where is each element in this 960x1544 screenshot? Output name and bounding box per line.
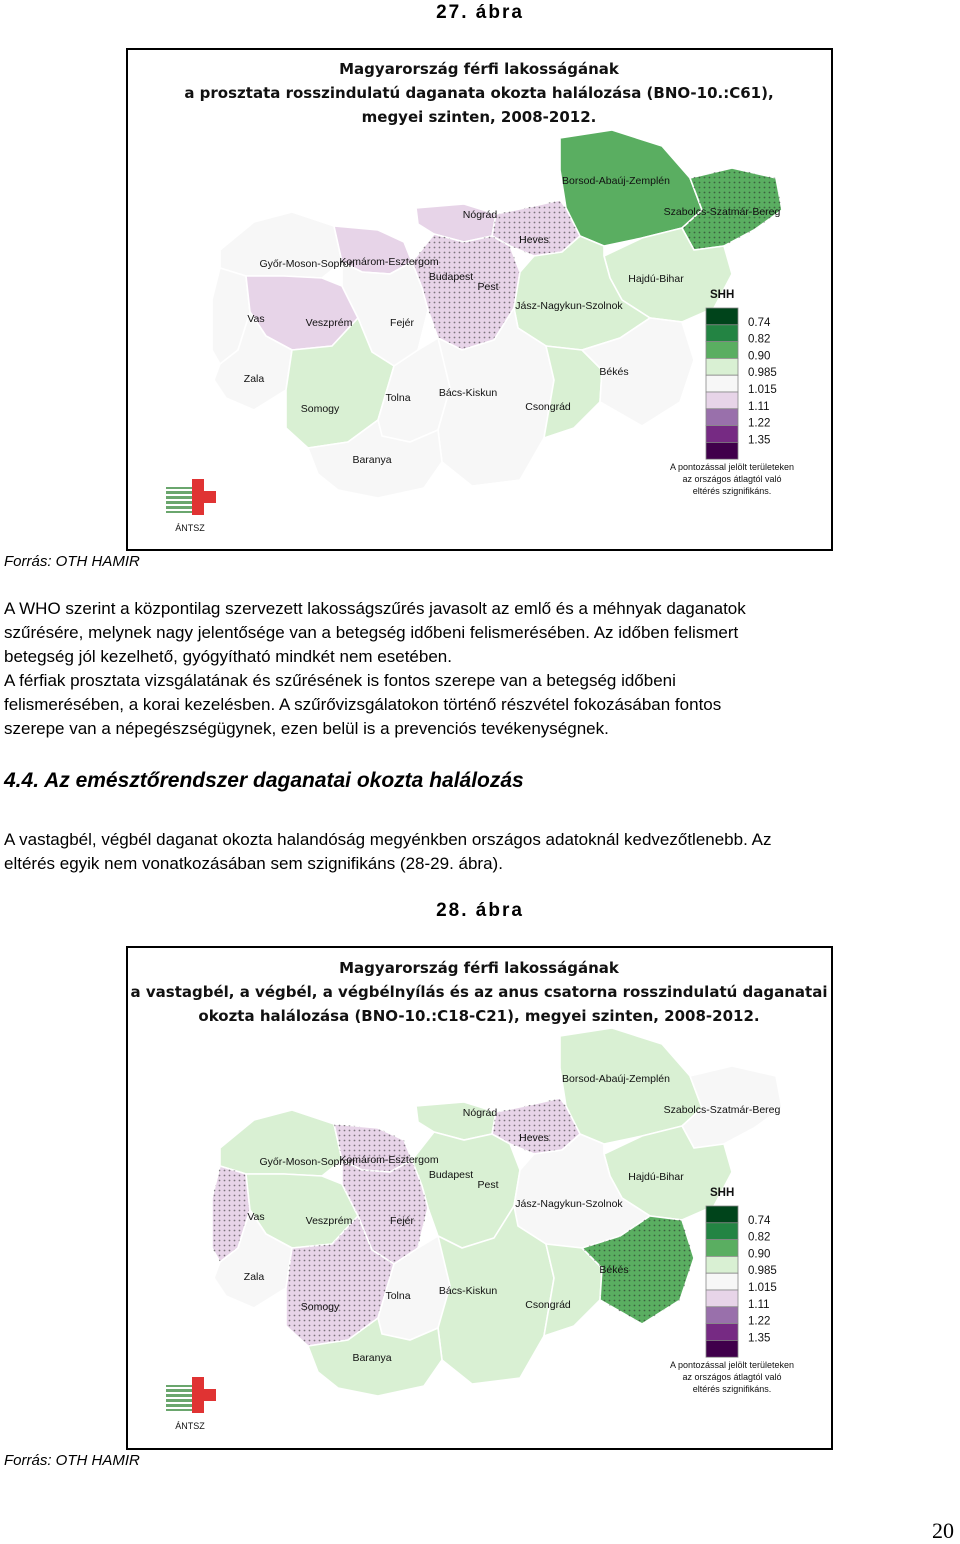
paragraph-colorectal — [4, 828, 956, 876]
legend-label: 0.82 — [748, 333, 771, 346]
paragraph-line: eltérés egyik nem vonatkozásában sem szignifikáns (28-29. ábra). — [4, 854, 503, 873]
legend-swatch — [706, 342, 738, 359]
county-label: Borsod-Abaúj-Zemplén — [562, 1073, 670, 1085]
legend-swatch — [706, 1324, 738, 1341]
legend-label: 0.74 — [748, 316, 771, 329]
legend — [670, 1187, 794, 1394]
map-svg-28 — [128, 948, 831, 1448]
logo-red-cross — [192, 479, 216, 515]
legend-label: 1.015 — [748, 1282, 777, 1294]
county-label: Somogy — [300, 1301, 340, 1313]
county-layer — [212, 130, 782, 498]
section-heading: 4.4. Az emésztőrendszer daganatai okozta halálozás — [4, 769, 524, 792]
county-label: Tolna — [385, 1290, 411, 1302]
legend-title: SHH — [710, 1187, 735, 1199]
county-label: Szabolcs-Szatmár-Bereg — [663, 1104, 781, 1116]
legend-label: 1.11 — [748, 1298, 770, 1311]
legend-swatch — [706, 375, 738, 392]
county-label: Pest — [477, 281, 499, 293]
legend-label: 1.22 — [748, 1315, 771, 1328]
legend-label: 1.35 — [748, 434, 771, 447]
legend-swatch — [706, 1290, 738, 1307]
county-label: Bács-Kiskun — [438, 1285, 498, 1297]
county-label: Baranya — [352, 454, 392, 466]
county-label: Veszprém — [305, 317, 353, 329]
legend-swatch — [706, 1256, 738, 1273]
county-label: Győr-Moson-Sopron — [259, 258, 355, 270]
legend-swatch — [706, 442, 738, 459]
county-label: Somogy — [300, 403, 340, 415]
legend-swatch — [706, 1223, 738, 1240]
legend-swatch — [706, 1206, 738, 1223]
county-label: Zala — [243, 373, 265, 385]
legend — [670, 289, 794, 496]
legend-swatch — [706, 392, 738, 409]
antsz-logo — [166, 1377, 216, 1431]
legend-title: SHH — [710, 289, 735, 301]
legend-note-line: az országos átlagtól való — [682, 474, 782, 484]
county-label: Zala — [243, 1271, 265, 1283]
county-label: Jász-Nagykun-Szolnok — [515, 300, 623, 312]
legend-label: 0.985 — [748, 1265, 777, 1278]
county-label: Nógrád — [462, 1107, 498, 1119]
page-number: 20 — [932, 1518, 954, 1543]
county-label: Tolna — [385, 392, 411, 404]
county-label: Budapest — [428, 271, 474, 283]
paragraph-line: A férfiak prosztata vizsgálatának és szűrésének is fontos szerepe van a betegség időbeni — [4, 671, 676, 690]
legend-label: 1.11 — [748, 400, 770, 413]
legend-note-line: A pontozással jelölt területeken — [669, 462, 795, 472]
county-label: Békés — [599, 366, 629, 378]
legend-swatch — [706, 1240, 738, 1257]
paragraph-line: felismerésében, a korai kezelésben. A szűrővizsgálatokon történő részvétel fokozásában fontos — [4, 695, 722, 714]
legend-note-line: eltérés szignifikáns. — [692, 1384, 772, 1394]
county-layer — [212, 1028, 782, 1396]
source-figure-27: Forrás: OTH HAMIR — [4, 553, 140, 570]
county-label: Nógrád — [462, 209, 498, 221]
paragraph-line: A vastagbél, végbél daganat okozta halandóság megyénkben országos adatoknál kedvezőtlenebb. Az — [4, 830, 772, 849]
county-label: Csongrád — [525, 1299, 571, 1311]
county-label: Heves — [519, 234, 549, 246]
county-label: Győr-Moson-Sopron — [259, 1156, 355, 1168]
county-label: Budapest — [428, 1169, 474, 1181]
map-title-line: Magyarország férfi lakosságának — [339, 959, 619, 977]
figure-28-label: 28. ábra — [436, 900, 524, 921]
legend-label: 0.82 — [748, 1231, 771, 1244]
county-label: Vas — [247, 313, 265, 325]
legend-label: 0.90 — [748, 350, 771, 363]
county-label: Hajdú-Bihar — [628, 273, 684, 285]
antsz-logo — [166, 479, 216, 533]
source-figure-28: Forrás: OTH HAMIR — [4, 1452, 140, 1469]
county-label: Békés — [599, 1264, 629, 1276]
paragraph-line: A WHO szerint a központilag szervezett lakosságszűrés javasolt az emlő és a méhnyak daganatok — [4, 599, 746, 618]
county-label: Bács-Kiskun — [438, 387, 498, 399]
county-label: Fejér — [390, 1215, 414, 1227]
map-title-line: a prosztata rosszindulatú daganata okozta halálozása (BNO-10.:C61), — [184, 84, 774, 102]
legend-note-line: eltérés szignifikáns. — [692, 486, 772, 496]
county-label: Komárom-Esztergom — [339, 1154, 439, 1166]
paragraph-line: szerepe van a népegészségügynek, ezen belül is a prevenciós tevékenységnek. — [4, 719, 609, 738]
map-title-line: okozta halálozása (BNO-10.:C18-C21), megyei szinten, 2008-2012. — [198, 1007, 760, 1025]
county-label: Vas — [247, 1211, 265, 1223]
map-figure-28 — [126, 946, 833, 1450]
legend-label: 0.74 — [748, 1214, 771, 1227]
legend-note-line: A pontozással jelölt területeken — [669, 1360, 795, 1370]
county-label: Fejér — [390, 317, 414, 329]
legend-label: 1.22 — [748, 417, 771, 430]
logo-text: ÁNTSZ — [175, 523, 205, 533]
map-figure-27 — [126, 48, 833, 551]
paragraph-line: betegség jól kezelhető, gyógyítható mindkét nem esetében. — [4, 647, 452, 666]
map-title — [131, 959, 828, 1025]
legend-swatch — [706, 1273, 738, 1290]
map-title-line: Magyarország férfi lakosságának — [339, 60, 619, 78]
county-label: Baranya — [352, 1352, 392, 1364]
paragraph-line: szűrésére, melynek nagy jelentősége van a betegség időbeni felismerésében. Az időben felismert — [4, 623, 739, 642]
county-label: Pest — [477, 1179, 499, 1191]
paragraph-screening — [4, 597, 956, 741]
legend-swatch — [706, 308, 738, 325]
legend-swatch — [706, 409, 738, 426]
map-svg-27 — [128, 50, 831, 549]
county-label: Szabolcs-Szatmár-Bereg — [663, 206, 781, 218]
county-label: Borsod-Abaúj-Zemplén — [562, 175, 670, 187]
legend-note-line: az országos átlagtól való — [682, 1372, 782, 1382]
legend-swatch — [706, 358, 738, 375]
map-title-line: a vastagbél, a végbél, a végbélnyílás és az anus csatorna rosszindulatú daganatai — [130, 983, 828, 1001]
map-title — [184, 60, 773, 126]
county-label: Csongrád — [525, 401, 571, 413]
county-label: Heves — [519, 1132, 549, 1144]
county-label: Jász-Nagykun-Szolnok — [515, 1198, 623, 1210]
legend-label: 0.985 — [748, 367, 777, 380]
county-label: Hajdú-Bihar — [628, 1171, 684, 1183]
legend-swatch — [706, 1307, 738, 1324]
county-label: Veszprém — [305, 1215, 353, 1227]
figure-27-label: 27. ábra — [436, 2, 524, 23]
county-label: Komárom-Esztergom — [339, 256, 439, 268]
map-title-line: megyei szinten, 2008-2012. — [361, 108, 597, 126]
logo-text: ÁNTSZ — [175, 1421, 205, 1431]
logo-red-cross — [192, 1377, 216, 1413]
legend-swatch — [706, 426, 738, 443]
legend-label: 0.90 — [748, 1248, 771, 1261]
legend-swatch — [706, 325, 738, 342]
legend-label: 1.35 — [748, 1332, 771, 1345]
legend-label: 1.015 — [748, 384, 777, 396]
legend-swatch — [706, 1340, 738, 1357]
